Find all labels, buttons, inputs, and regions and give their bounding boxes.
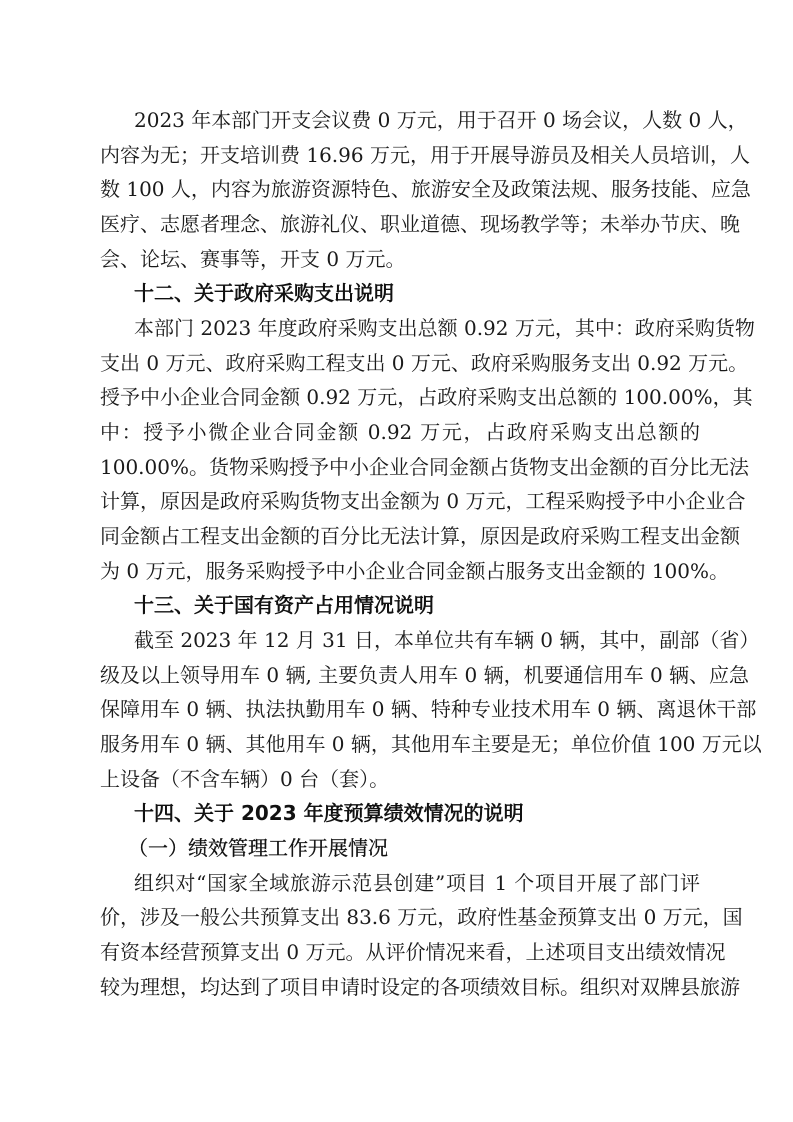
text-line: 数 100 人，内容为旅游资源特色、旅游安全及政策法规、服务技能、应急 xyxy=(100,177,751,202)
text-line: 截至 2023 年 12 月 31 日，本单位共有车辆 0 辆，其中，副部（省） xyxy=(134,628,760,653)
text-line: 本部门 2023 年度政府采购支出总额 0.92 万元，其中：政府采购货物 xyxy=(134,316,755,341)
paragraph xyxy=(100,623,762,796)
text-line: 内容为无；开支培训费 16.96 万元，用于开展导游员及相关人员培训，人 xyxy=(100,142,750,167)
paragraph xyxy=(100,103,751,276)
text-line: 组织对“国家全域旅游示范县创建”项目 1 个项目开展了部门评 xyxy=(134,870,700,895)
text-line: 为 0 万元，服务采购授予中小企业合同金额占服务支出金额的 100%。 xyxy=(100,558,729,583)
subsection-heading: （一）绩效管理工作开展情况 xyxy=(128,836,388,861)
text-line: 支出 0 万元、政府采购工程支出 0 万元、政府采购服务支出 0.92 万元。 xyxy=(100,350,749,375)
section-heading: 十二、关于政府采购支出说明 xyxy=(134,281,394,306)
section-heading: 十四、关于 2023 年度预算绩效情况的说明 xyxy=(134,801,524,826)
text-line: 会、论坛、赛事等，开支 0 万元。 xyxy=(100,246,406,271)
paragraph xyxy=(100,311,755,588)
text-line: 有资本经营预算支出 0 万元。从评价情况来看，上述项目支出绩效情况 xyxy=(100,940,726,965)
section-heading: 十三、关于国有资产占用情况说明 xyxy=(134,593,434,618)
document-page xyxy=(100,103,762,1004)
text-line: 医疗、志愿者理念、旅游礼仪、职业道德、现场教学等；未举办节庆、晚 xyxy=(100,212,740,237)
paragraph xyxy=(100,866,743,1005)
text-line: 中：授予小微企业合同金额 0.92 万元，占政府采购支出总额的 xyxy=(100,420,700,445)
text-line: 较为理想，均达到了项目申请时设定的各项绩效目标。组织对双牌县旅游 xyxy=(100,974,740,999)
text-line: 同金额占工程支出金额的百分比无法计算，原因是政府采购工程支出金额 xyxy=(100,524,740,549)
text-line: 上设备（不含车辆）0 台（套）。 xyxy=(100,766,390,791)
text-line: 2023 年本部门开支会议费 0 万元，用于召开 0 场会议，人数 0 人， xyxy=(134,108,748,132)
text-line: 授予中小企业合同金额 0.92 万元，占政府采购支出总额的 100.00%，其 xyxy=(100,385,753,410)
text-line: 保障用车 0 辆、执法执勤用车 0 辆、特种专业技术用车 0 辆、离退休干部 xyxy=(100,697,757,722)
text-line: 100.00%。货物采购授予中小企业合同金额占货物支出金额的百分比无法 xyxy=(100,454,749,479)
text-line: 计算，原因是政府采购货物支出金额为 0 万元，工程采购授予中小企业合 xyxy=(100,489,746,514)
text-line: 服务用车 0 辆、其他用车 0 辆，其他用车主要是无；单位价值 100 万元以 xyxy=(100,732,762,757)
text-line: 价，涉及一般公共预算支出 83.6 万元，政府性基金预算支出 0 万元，国 xyxy=(100,905,743,930)
text-line: 级及以上领导用车 0 辆, 主要负责人用车 0 辆，机要通信用车 0 辆、应急 xyxy=(100,662,750,687)
